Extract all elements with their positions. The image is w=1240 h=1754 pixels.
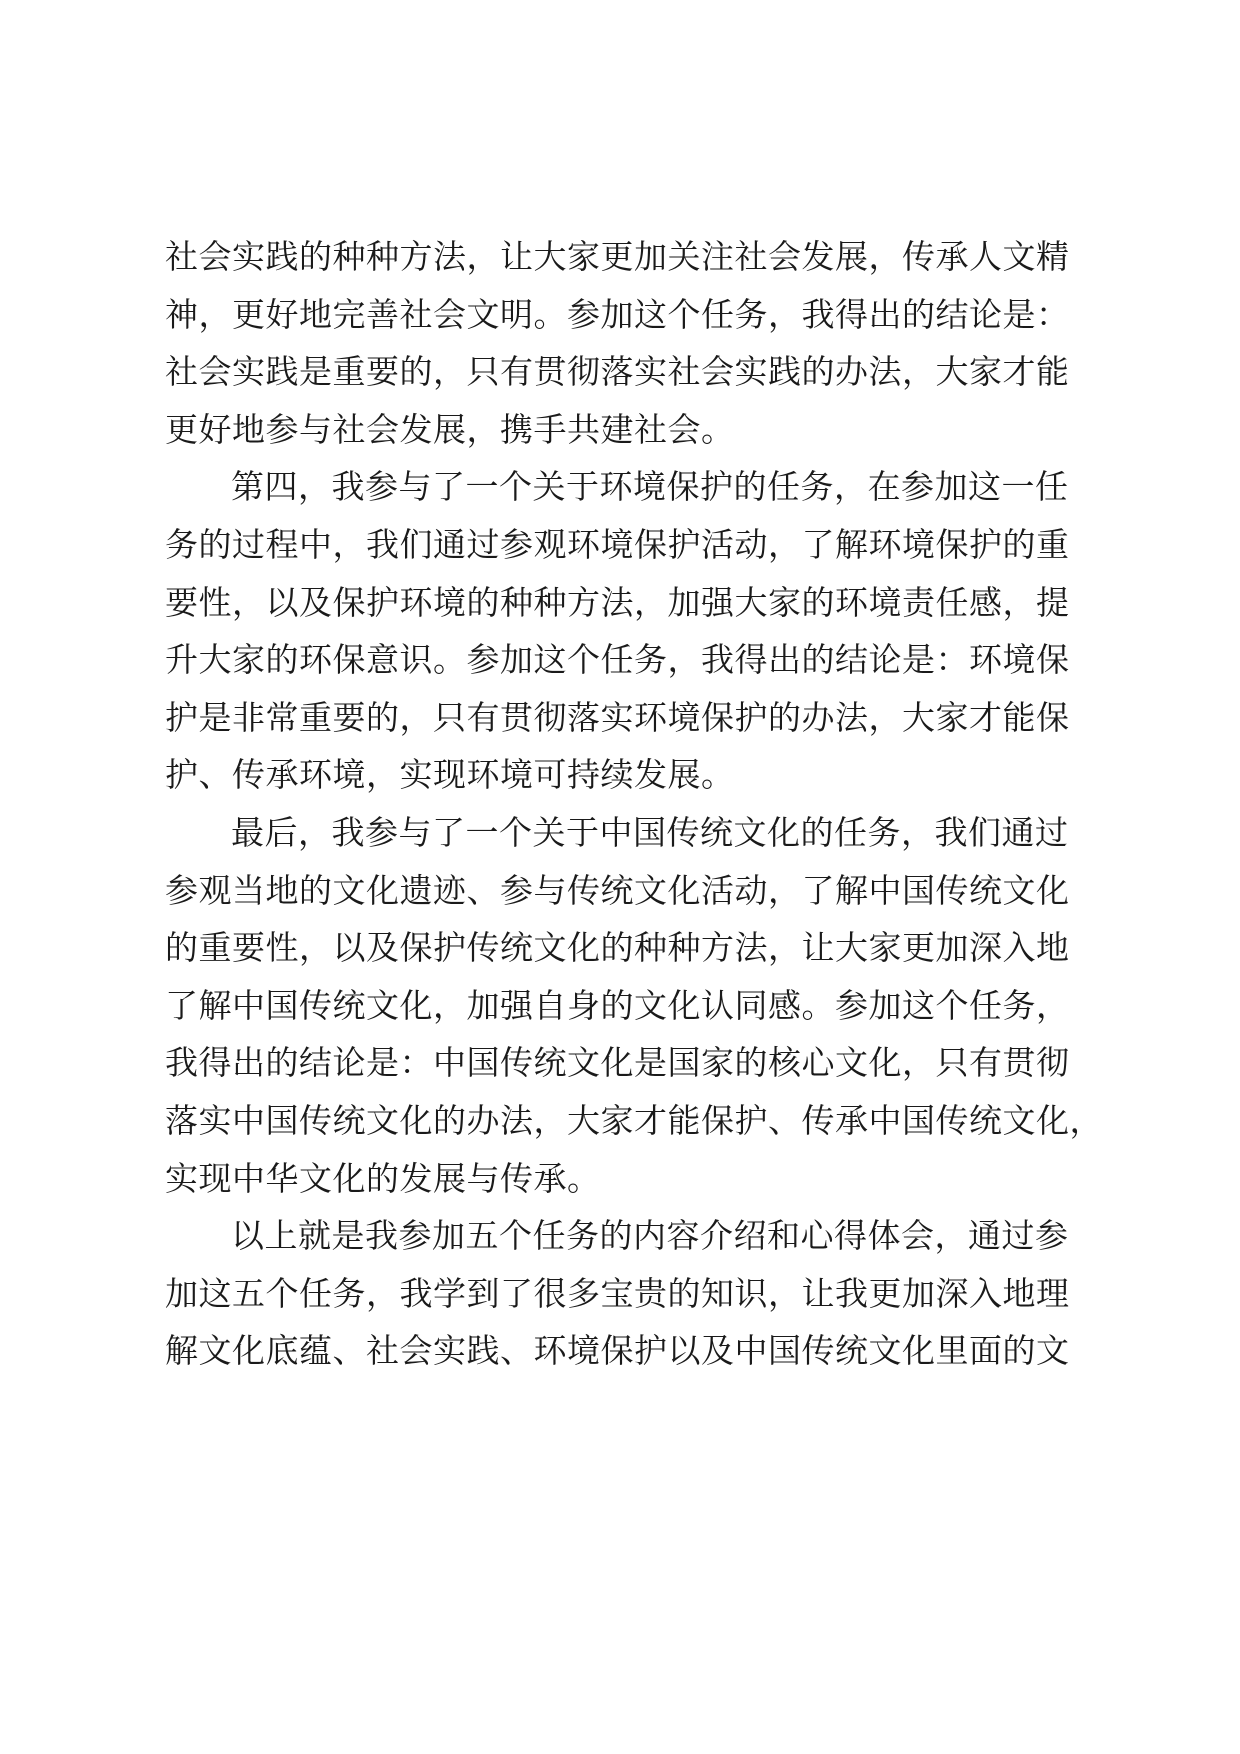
text-line: 加这五个任务，我学到了很多宝贵的知识，让我更加深入地理 bbox=[165, 1273, 1070, 1313]
text-line: 最后，我参与了一个关于中国传统文化的任务，我们通过 bbox=[231, 813, 1069, 852]
text-line: 务的过程中，我们通过参观环境保护活动，了解环境保护的重 bbox=[165, 525, 1070, 564]
text-line: 护、传承环境，实现环境可持续发展。 bbox=[165, 755, 735, 795]
text-line: 了解中国传统文化，加强自身的文化认同感。参加这个任务， bbox=[165, 985, 1070, 1025]
text-line: 社会实践的种种方法，让大家更加关注社会发展，传承人文精 bbox=[165, 237, 1070, 276]
text-line: 升大家的环保意识。参加这个任务，我得出的结论是：环境保 bbox=[165, 640, 1070, 680]
text-line: 的重要性，以及保护传统文化的种种方法，让大家更加深入地 bbox=[165, 928, 1070, 968]
text-line: 神，更好地完善社会文明。参加这个任务，我得出的结论是： bbox=[165, 294, 1070, 334]
text-line: 落实中国传统文化的办法，大家才能保护、传承中国传统文化， bbox=[165, 1101, 1103, 1140]
text-line: 我得出的结论是：中国传统文化是国家的核心文化，只有贯彻 bbox=[165, 1043, 1070, 1083]
text-line: 要性，以及保护环境的种种方法，加强大家的环境责任感，提 bbox=[165, 582, 1070, 622]
text-line: 以上就是我参加五个任务的内容介绍和心得体会，通过参 bbox=[231, 1216, 1069, 1256]
text-line: 第四，我参与了一个关于环境保护的任务，在参加这一任 bbox=[231, 467, 1069, 507]
text-line: 实现中华文化的发展与传承。 bbox=[165, 1158, 601, 1198]
text-line: 解文化底蕴、社会实践、环境保护以及中国传统文化里面的文 bbox=[165, 1331, 1070, 1371]
text-line: 社会实践是重要的，只有贯彻落实社会实践的办法，大家才能 bbox=[165, 352, 1070, 392]
text-line: 参观当地的文化遗迹、参与传统文化活动，了解中国传统文化 bbox=[165, 870, 1070, 910]
text-line: 更好地参与社会发展，携手共建社会。 bbox=[165, 409, 735, 449]
text-line: 护是非常重要的，只有贯彻落实环境保护的办法，大家才能保 bbox=[165, 697, 1070, 737]
